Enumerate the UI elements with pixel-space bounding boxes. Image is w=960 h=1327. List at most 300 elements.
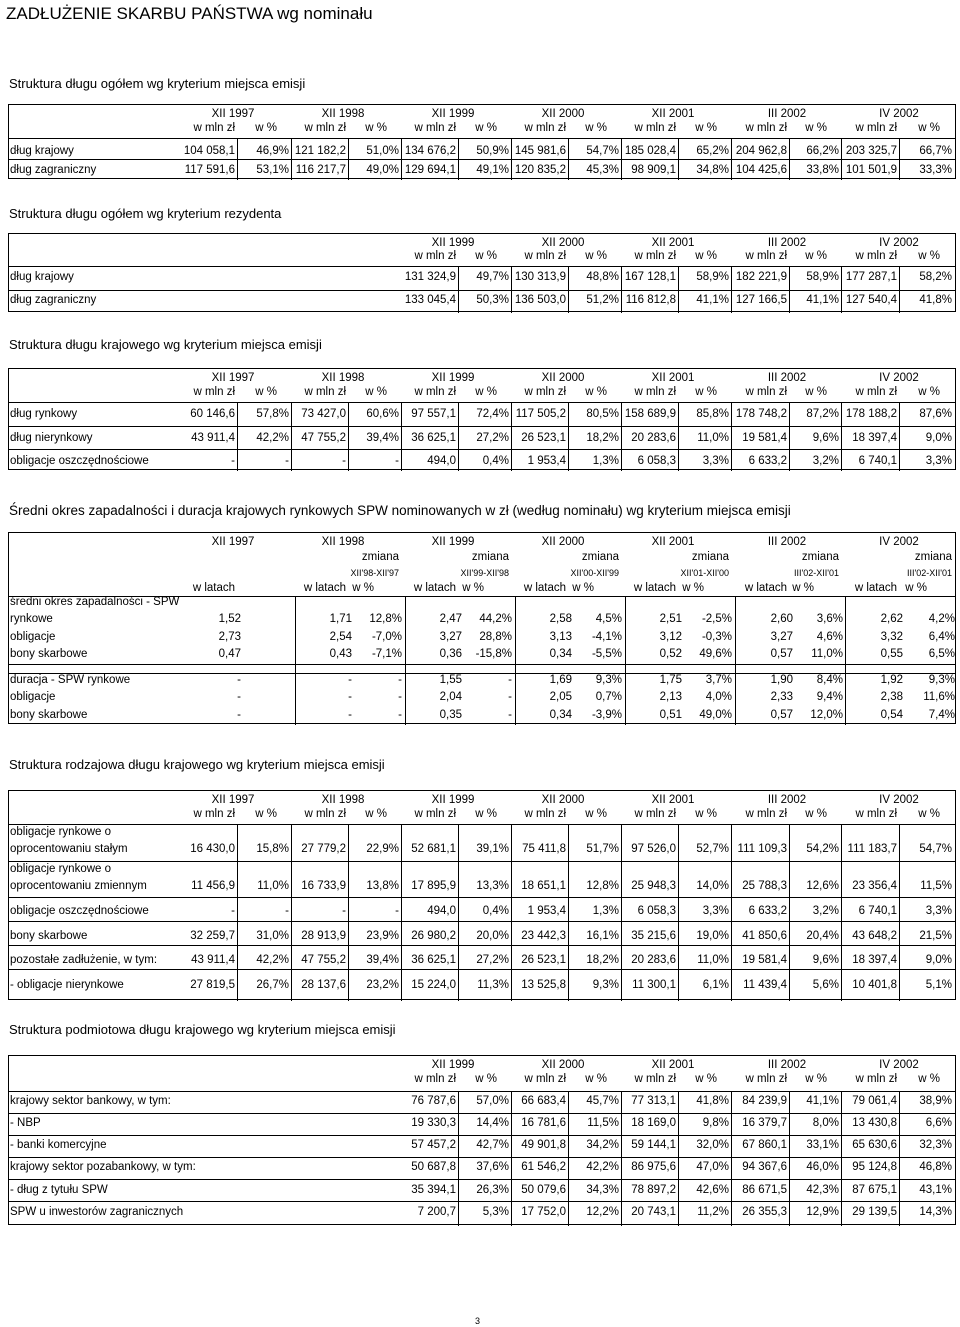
- table-cell: 182 221,9: [735, 271, 787, 283]
- table-cell: 28 137,6: [301, 979, 346, 991]
- table-cell: 51,7%: [586, 843, 619, 855]
- table-cell: 494,0: [427, 455, 456, 467]
- unit-mln: w mln zł: [524, 250, 566, 262]
- period-header: XII 2001: [651, 372, 695, 384]
- unit-pct: w %: [475, 386, 497, 398]
- unit-pct: w %: [695, 386, 717, 398]
- table-cell: 50,9%: [476, 145, 509, 157]
- table-cell: 0,47: [218, 648, 241, 660]
- unit-pct: w %: [585, 808, 607, 820]
- row-label: krajowy sektor pozabankowy, w tym:: [10, 1161, 196, 1173]
- table-cell: 145 981,6: [514, 145, 566, 157]
- table-cell: 49,7%: [476, 271, 509, 283]
- table-cell: 11 439,4: [743, 979, 787, 991]
- table-cell: 13 525,8: [521, 979, 566, 991]
- row-label: obligacje oszczędnościowe: [10, 905, 149, 917]
- unit-pct: w %: [695, 1073, 717, 1085]
- table-cell: 47 755,2: [301, 432, 346, 444]
- section-title: Struktura długu krajowego wg kryterium miejsca emisji: [9, 337, 322, 352]
- table-cell: 130 313,9: [514, 271, 566, 283]
- unit-mln: w mln zł: [304, 122, 346, 134]
- table-cell: 61 546,2: [521, 1161, 566, 1173]
- table-cell: 36 625,1: [411, 432, 456, 444]
- unit-pct: w %: [585, 250, 607, 262]
- unit-pct: w %: [805, 808, 827, 820]
- table-cell: 42,2%: [256, 954, 289, 966]
- unit-pct: w %: [462, 582, 484, 594]
- table-cell: -: [348, 674, 352, 686]
- table-cell: 8,0%: [812, 1117, 839, 1129]
- period-header: XII 1997: [211, 794, 255, 806]
- data-table: [8, 790, 956, 1000]
- table-cell: 57,8%: [256, 408, 289, 420]
- table-cell: 43 911,4: [191, 954, 235, 966]
- table-cell: 20 283,6: [631, 954, 676, 966]
- table-cell: 19 330,3: [411, 1117, 456, 1129]
- change-period: XII'00-XII'99: [570, 568, 619, 578]
- table-cell: -: [508, 691, 512, 703]
- table-cell: -: [508, 709, 512, 721]
- table-cell: 7 200,7: [417, 1206, 456, 1218]
- row-divider: [9, 426, 955, 427]
- column-divider: [845, 596, 846, 725]
- unit-mln: w mln zł: [855, 808, 897, 820]
- table-cell: 2,33: [770, 691, 793, 703]
- table-cell: 9,0%: [925, 954, 952, 966]
- table-cell: 46,9%: [256, 145, 289, 157]
- table-cell: 76 787,6: [411, 1095, 456, 1107]
- table-cell: 28 913,9: [301, 930, 346, 942]
- table-cell: -: [395, 455, 399, 467]
- unit-pct: w %: [682, 582, 704, 594]
- table-cell: 127 166,5: [735, 294, 787, 306]
- row-label: bony skarbowe: [10, 930, 88, 942]
- table-cell: 1,52: [218, 613, 241, 625]
- unit-mln: w mln zł: [634, 1073, 676, 1085]
- table-cell: 9,0%: [925, 432, 952, 444]
- table-cell: 27,2%: [476, 954, 509, 966]
- table-cell: 17 895,9: [411, 880, 456, 892]
- period-header: III 2002: [767, 237, 807, 249]
- table-cell: -: [398, 709, 402, 721]
- table-cell: 6,4%: [928, 631, 955, 643]
- unit-pct: w %: [572, 582, 594, 594]
- row-label: rynkowe: [10, 613, 53, 625]
- unit-mln: w mln zł: [524, 1073, 566, 1085]
- table-cell: 5,6%: [812, 979, 839, 991]
- table-cell: 1,75: [659, 674, 682, 686]
- table-cell: 36 625,1: [411, 954, 456, 966]
- table-cell: 18 169,0: [631, 1117, 676, 1129]
- row-label: obligacje oszczędnościowe: [10, 455, 149, 467]
- table-cell: 104 058,1: [183, 145, 235, 157]
- table-cell: 77 313,1: [631, 1095, 676, 1107]
- table-cell: 1,71: [329, 613, 352, 625]
- table-cell: 26 355,3: [742, 1206, 787, 1218]
- period-header: XII 2000: [541, 1059, 585, 1071]
- row-label: dług krajowy: [10, 145, 74, 157]
- table-cell: 0,34: [549, 709, 572, 721]
- table-cell: 94 367,6: [742, 1161, 787, 1173]
- unit-mln: w mln zł: [414, 122, 456, 134]
- unit-mln: w mln zł: [745, 808, 787, 820]
- table-cell: 48,8%: [586, 271, 619, 283]
- change-period: III'02-XII'01: [794, 568, 839, 578]
- unit-mln: w mln zł: [524, 122, 566, 134]
- table-cell: 53,1%: [256, 164, 289, 176]
- table-cell: 42,2%: [586, 1161, 619, 1173]
- unit-pct: w %: [695, 250, 717, 262]
- table-cell: 67 860,1: [742, 1139, 787, 1151]
- table-cell: 2,13: [659, 691, 682, 703]
- table-cell: 84 239,9: [742, 1095, 787, 1107]
- unit-pct: w %: [695, 122, 717, 134]
- table-cell: 23,9%: [366, 930, 399, 942]
- table-cell: 127 540,4: [845, 294, 897, 306]
- unit-pct: w %: [255, 386, 277, 398]
- table-cell: 25 948,3: [631, 880, 676, 892]
- table-cell: 185 028,4: [624, 145, 676, 157]
- period-header: IV 2002: [879, 237, 919, 249]
- table-cell: 52 681,1: [411, 843, 456, 855]
- period-header: III 2002: [767, 794, 807, 806]
- table-cell: 23 442,3: [521, 930, 566, 942]
- row-divider: [9, 921, 955, 922]
- table-cell: 3,3%: [925, 455, 952, 467]
- table-cell: 0,4%: [482, 455, 509, 467]
- period-header: XII 1997: [211, 108, 255, 120]
- table-cell: -0,3%: [701, 631, 732, 643]
- period-header: III 2002: [767, 536, 807, 548]
- unit-pct: w %: [475, 250, 497, 262]
- column-divider: [735, 596, 736, 725]
- column-divider: [295, 596, 296, 725]
- table-cell: 18 397,4: [852, 432, 897, 444]
- unit-pct: w %: [918, 1073, 940, 1085]
- table-cell: 1 953,4: [527, 455, 566, 467]
- table-cell: 57 457,2: [411, 1139, 456, 1151]
- table-cell: -2,5%: [701, 613, 732, 625]
- row-divider: [9, 159, 955, 160]
- table-cell: 49,1%: [476, 164, 509, 176]
- unit-pct: w %: [352, 582, 374, 594]
- unit-mln: w mln zł: [745, 1073, 787, 1085]
- table-cell: 0,34: [549, 648, 572, 660]
- change-period: XII'98-XII'97: [350, 568, 399, 578]
- table-cell: 52,7%: [696, 843, 729, 855]
- table-cell: 0,43: [329, 648, 352, 660]
- table-cell: 43 648,2: [852, 930, 897, 942]
- period-header: XII 2000: [541, 237, 585, 249]
- table-cell: 42,3%: [806, 1184, 839, 1196]
- change-label: zmiana: [471, 551, 509, 563]
- table-cell: 18 397,4: [852, 954, 897, 966]
- table-cell: 54,2%: [806, 843, 839, 855]
- table-cell: -: [342, 905, 346, 917]
- period-header: III 2002: [767, 108, 807, 120]
- table-cell: 18,2%: [586, 432, 619, 444]
- table-cell: 50,3%: [476, 294, 509, 306]
- change-label: zmiana: [691, 551, 729, 563]
- table-cell: 47,0%: [696, 1161, 729, 1173]
- table-cell: -: [508, 674, 512, 686]
- unit-pct: w %: [805, 1073, 827, 1085]
- table-cell: 50 079,6: [521, 1184, 566, 1196]
- table-cell: 51,0%: [366, 145, 399, 157]
- table-cell: 1,3%: [592, 455, 619, 467]
- table-cell: 54,7%: [586, 145, 619, 157]
- unit-pct: w %: [805, 122, 827, 134]
- unit-pct: w %: [365, 386, 387, 398]
- table-cell: 117 591,6: [184, 164, 235, 176]
- table-cell: 23,2%: [366, 979, 399, 991]
- unit-mln: w mln zł: [855, 250, 897, 262]
- table-cell: 133 045,4: [404, 294, 456, 306]
- table-cell: -: [395, 905, 399, 917]
- table-cell: 6,6%: [925, 1117, 952, 1129]
- table-cell: 1,90: [770, 674, 793, 686]
- row-label: SPW u inwestorów zagranicznych: [10, 1206, 184, 1218]
- table-cell: 11,6%: [923, 691, 955, 703]
- table-cell: 12,0%: [810, 709, 843, 721]
- row-divider: [9, 1113, 955, 1114]
- change-period: XII'99-XII'98: [460, 568, 509, 578]
- unit-years: w latach: [413, 582, 456, 594]
- table-cell: 121 182,2: [294, 145, 346, 157]
- row-divider: [9, 664, 955, 665]
- unit-mln: w mln zł: [414, 250, 456, 262]
- table-cell: 66 683,4: [521, 1095, 566, 1107]
- table-cell: 27 779,2: [301, 843, 346, 855]
- unit-pct: w %: [585, 1073, 607, 1085]
- period-header: XII 1999: [431, 794, 475, 806]
- row-label: krajowy sektor bankowy, w tym:: [10, 1095, 171, 1107]
- table-cell: 117 505,2: [515, 408, 566, 420]
- table-cell: 58,2%: [919, 271, 952, 283]
- row-label: dług zagraniczny: [10, 164, 97, 176]
- table-cell: 25 788,3: [742, 880, 787, 892]
- table-cell: -7,1%: [371, 648, 402, 660]
- period-header: XII 1997: [211, 372, 255, 384]
- section-title: Średni okres zapadalności i duracja krajowych rynkowych SPW nominowanych w zł (według nominału) wg kryterium miejsca emisji: [9, 503, 791, 518]
- row-divider: [9, 1201, 955, 1202]
- table-cell: 65 630,6: [852, 1139, 897, 1151]
- row-label-line1: średni okres zapadalności - SPW: [10, 596, 180, 608]
- table-cell: 3,3%: [702, 905, 729, 917]
- table-cell: 10 401,8: [852, 979, 897, 991]
- table-cell: 49,0%: [366, 164, 399, 176]
- period-header: XII 1999: [431, 536, 475, 548]
- table-cell: 2,47: [439, 613, 462, 625]
- table-cell: 39,1%: [476, 843, 509, 855]
- table-cell: 31,0%: [256, 930, 289, 942]
- row-divider: [9, 969, 955, 970]
- table-cell: 9,8%: [702, 1117, 729, 1129]
- data-table: [8, 104, 956, 179]
- table-cell: 6,1%: [702, 979, 729, 991]
- table-cell: 129 694,1: [404, 164, 456, 176]
- table-cell: 2,04: [439, 691, 462, 703]
- table-cell: 33,8%: [806, 164, 839, 176]
- period-header: XII 2001: [651, 1059, 695, 1071]
- row-divider: [9, 1157, 955, 1158]
- table-cell: 11,5%: [587, 1117, 619, 1129]
- row-label: - dług z tytułu SPW: [10, 1184, 108, 1196]
- table-cell: 11,0%: [257, 880, 289, 892]
- table-cell: 66,2%: [806, 145, 839, 157]
- period-header: XII 2000: [541, 108, 585, 120]
- table-cell: -3,9%: [591, 709, 622, 721]
- table-cell: 1,3%: [592, 905, 619, 917]
- table-cell: 42,2%: [256, 432, 289, 444]
- table-cell: -: [398, 674, 402, 686]
- table-cell: 20,4%: [806, 930, 839, 942]
- row-label: oprocentowaniu zmiennym: [10, 880, 147, 892]
- table-cell: 0,52: [659, 648, 682, 660]
- unit-pct: w %: [918, 386, 940, 398]
- table-cell: 2,62: [880, 613, 903, 625]
- table-cell: 35 394,1: [411, 1184, 456, 1196]
- change-label: zmiana: [361, 551, 399, 563]
- table-cell: 11 456,9: [191, 880, 235, 892]
- table-cell: 26,7%: [256, 979, 289, 991]
- table-cell: 12,8%: [586, 880, 619, 892]
- table-cell: 27,2%: [476, 432, 509, 444]
- table-cell: 20 743,1: [631, 1206, 676, 1218]
- table-cell: 13,8%: [366, 880, 399, 892]
- table-cell: 32,0%: [696, 1139, 729, 1151]
- change-label: zmiana: [801, 551, 839, 563]
- unit-mln: w mln zł: [855, 386, 897, 398]
- table-cell: 58,9%: [806, 271, 839, 283]
- table-cell: 11,0%: [811, 648, 843, 660]
- period-header: XII 2001: [651, 237, 695, 249]
- table-cell: 3,32: [880, 631, 903, 643]
- table-cell: 4,0%: [705, 691, 732, 703]
- table-cell: -: [285, 455, 289, 467]
- period-header: III 2002: [767, 372, 807, 384]
- table-cell: 33,3%: [919, 164, 952, 176]
- table-cell: 41,1%: [806, 1095, 839, 1107]
- table-cell: 6 740,1: [858, 455, 897, 467]
- row-divider: [9, 1135, 955, 1136]
- unit-pct: w %: [805, 386, 827, 398]
- table-cell: 2,51: [659, 613, 682, 625]
- table-cell: 95 124,8: [852, 1161, 897, 1173]
- unit-years: w latach: [303, 582, 346, 594]
- unit-pct: w %: [905, 582, 927, 594]
- table-cell: 20,0%: [476, 930, 509, 942]
- unit-pct: w %: [805, 250, 827, 262]
- row-label: - obligacje nierynkowe: [10, 979, 124, 991]
- unit-pct: w %: [792, 582, 814, 594]
- table-cell: 97 526,0: [631, 843, 676, 855]
- table-cell: -: [398, 691, 402, 703]
- table-cell: 3,27: [439, 631, 462, 643]
- period-header: III 2002: [767, 1059, 807, 1071]
- period-header: XII 1999: [431, 108, 475, 120]
- table-cell: 86 671,5: [742, 1184, 787, 1196]
- unit-years: w latach: [854, 582, 897, 594]
- table-cell: 54,7%: [919, 843, 952, 855]
- row-label: dług krajowy: [10, 271, 74, 283]
- table-cell: 65,2%: [696, 145, 729, 157]
- table-cell: -5,5%: [591, 648, 622, 660]
- table-cell: 3,27: [770, 631, 793, 643]
- unit-mln: w mln zł: [193, 386, 235, 398]
- table-cell: 49,0%: [699, 709, 732, 721]
- table-cell: 27 819,5: [190, 979, 235, 991]
- table-cell: 134 676,2: [404, 145, 456, 157]
- table-cell: 3,2%: [812, 905, 839, 917]
- row-label: duracja - SPW rynkowe: [10, 674, 131, 686]
- table-cell: 87,6%: [919, 408, 952, 420]
- unit-mln: w mln zł: [193, 808, 235, 820]
- table-cell: 5,3%: [482, 1206, 509, 1218]
- table-cell: 494,0: [427, 905, 456, 917]
- table-cell: 12,2%: [586, 1206, 619, 1218]
- unit-pct: w %: [695, 808, 717, 820]
- table-cell: -7,0%: [371, 631, 402, 643]
- row-label: dług nierynkowy: [10, 432, 93, 444]
- table-cell: 0,4%: [482, 905, 509, 917]
- table-cell: 9,3%: [592, 979, 619, 991]
- table-cell: 38,9%: [919, 1095, 952, 1107]
- row-label: dług rynkowy: [10, 408, 78, 420]
- row-label: bony skarbowe: [10, 648, 88, 660]
- table-cell: 41 850,6: [742, 930, 787, 942]
- table-cell: 116 812,8: [625, 294, 676, 306]
- table-cell: 0,51: [659, 709, 682, 721]
- unit-pct: w %: [255, 808, 277, 820]
- table-cell: 6 633,2: [748, 905, 787, 917]
- table-cell: 16 379,7: [742, 1117, 787, 1129]
- table-cell: 50 687,8: [411, 1161, 456, 1173]
- row-divider: [9, 138, 955, 139]
- period-header: XII 2001: [651, 108, 695, 120]
- unit-mln: w mln zł: [304, 386, 346, 398]
- unit-pct: w %: [365, 122, 387, 134]
- unit-mln: w mln zł: [304, 808, 346, 820]
- section-title: Struktura długu ogółem wg kryterium miejsca emisji: [9, 76, 306, 91]
- section-title: Struktura podmiotowa długu krajowego wg kryterium miejsca emisji: [9, 1022, 396, 1037]
- table-cell: 34,3%: [586, 1184, 619, 1196]
- table-cell: 11 300,1: [632, 979, 676, 991]
- unit-pct: w %: [918, 250, 940, 262]
- table-cell: 41,1%: [806, 294, 839, 306]
- table-cell: 11,3%: [477, 979, 509, 991]
- table-cell: 41,8%: [696, 1095, 729, 1107]
- table-cell: 13 430,8: [852, 1117, 897, 1129]
- table-cell: 19,0%: [696, 930, 729, 942]
- table-cell: 51,2%: [586, 294, 619, 306]
- row-label: oprocentowaniu stałym: [10, 843, 128, 855]
- row-label: - banki komercyjne: [10, 1139, 107, 1151]
- unit-pct: w %: [918, 808, 940, 820]
- table-cell: 116 217,7: [295, 164, 346, 176]
- unit-mln: w mln zł: [193, 122, 235, 134]
- table-cell: 19 581,4: [742, 954, 787, 966]
- row-label: obligacje: [10, 691, 56, 703]
- table-cell: 11,5%: [920, 880, 952, 892]
- table-cell: 16 733,9: [301, 880, 346, 892]
- table-cell: 78 897,2: [631, 1184, 676, 1196]
- page-number: 3: [475, 1316, 481, 1326]
- table-cell: 2,38: [880, 691, 903, 703]
- table-cell: 0,36: [439, 648, 462, 660]
- data-table: [8, 532, 956, 724]
- table-cell: 1,92: [880, 674, 903, 686]
